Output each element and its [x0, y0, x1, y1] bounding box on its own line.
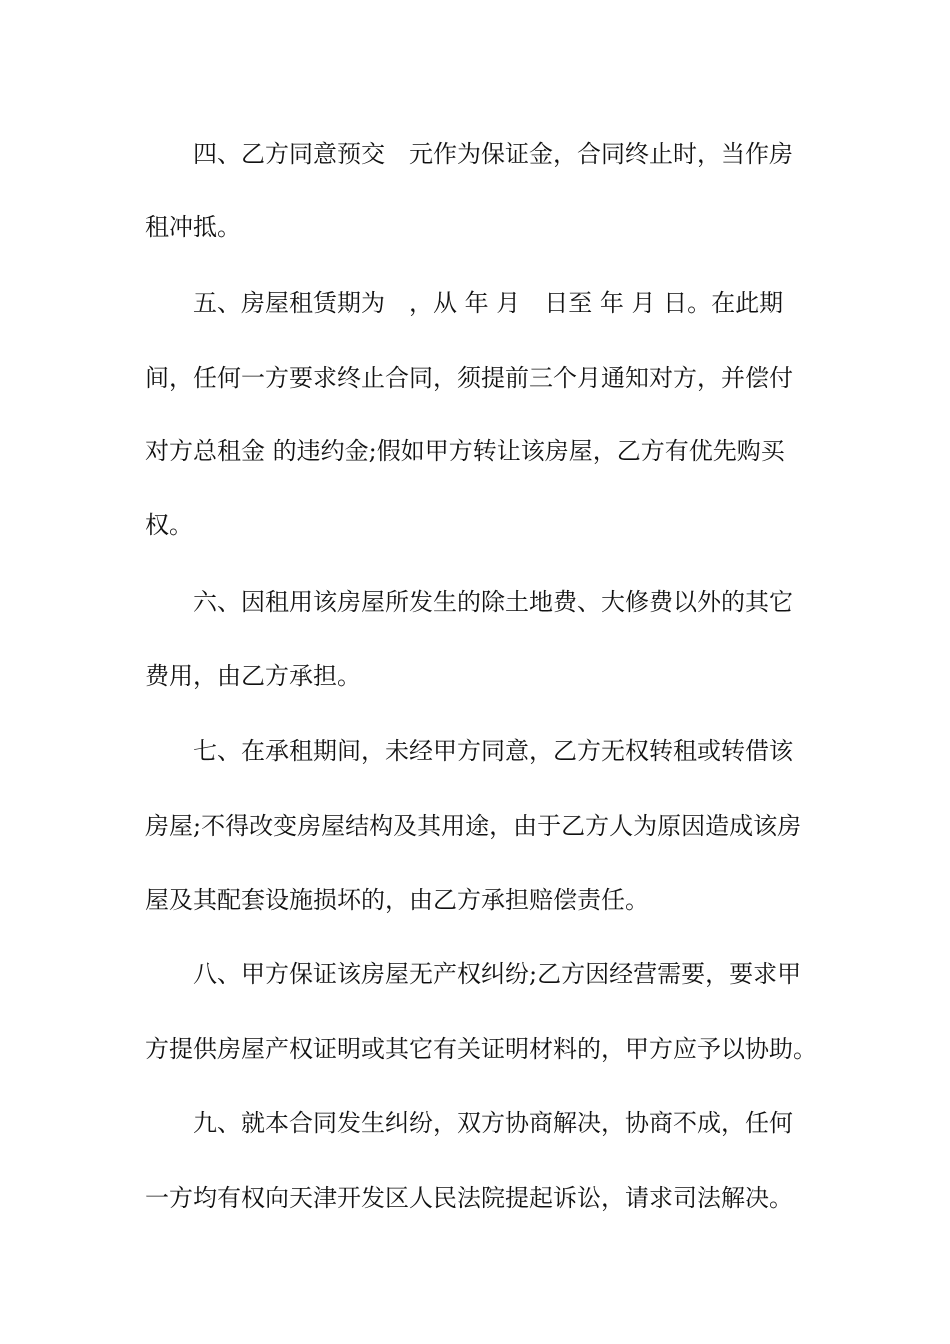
clause-5-line-3: 对方总租金 的违约金;假如甲方转让该房屋，乙方有优先购买	[145, 437, 785, 465]
clause-7-line-2: 房屋;不得改变房屋结构及其用途，由于乙方人为原因造成该房	[145, 812, 802, 840]
clause-8-line-1: 八、甲方保证该房屋无产权纠纷;乙方因经营需要，要求甲	[193, 960, 802, 988]
clause-9-line-2: 一方均有权向天津开发区人民法院提起诉讼，请求司法解决。	[145, 1184, 793, 1212]
clause-7-line-1: 七、在承租期间，未经甲方同意，乙方无权转租或转借该	[193, 737, 793, 765]
clause-5-line-4: 权。	[145, 511, 193, 539]
clause-9-line-1: 九、就本合同发生纠纷，双方协商解决，协商不成，任何	[193, 1109, 793, 1137]
clause-6-line-1: 六、因租用该房屋所发生的除土地费、大修费以外的其它	[193, 588, 793, 616]
clause-5-line-1: 五、房屋租赁期为 ，从 年 月 日至 年 月 日。在此期	[193, 289, 784, 317]
clause-4-line-1: 四、乙方同意预交 元作为保证金，合同终止时，当作房	[193, 140, 793, 168]
clause-4-line-2: 租冲抵。	[145, 213, 241, 241]
clause-8-line-2: 方提供房屋产权证明或其它有关证明材料的，甲方应予以协助。	[145, 1035, 817, 1063]
clause-5-line-2: 间，任何一方要求终止合同，须提前三个月通知对方，并偿付	[145, 364, 793, 392]
clause-7-line-3: 屋及其配套设施损坏的，由乙方承担赔偿责任。	[145, 886, 649, 914]
clause-6-line-2: 费用，由乙方承担。	[145, 662, 361, 690]
